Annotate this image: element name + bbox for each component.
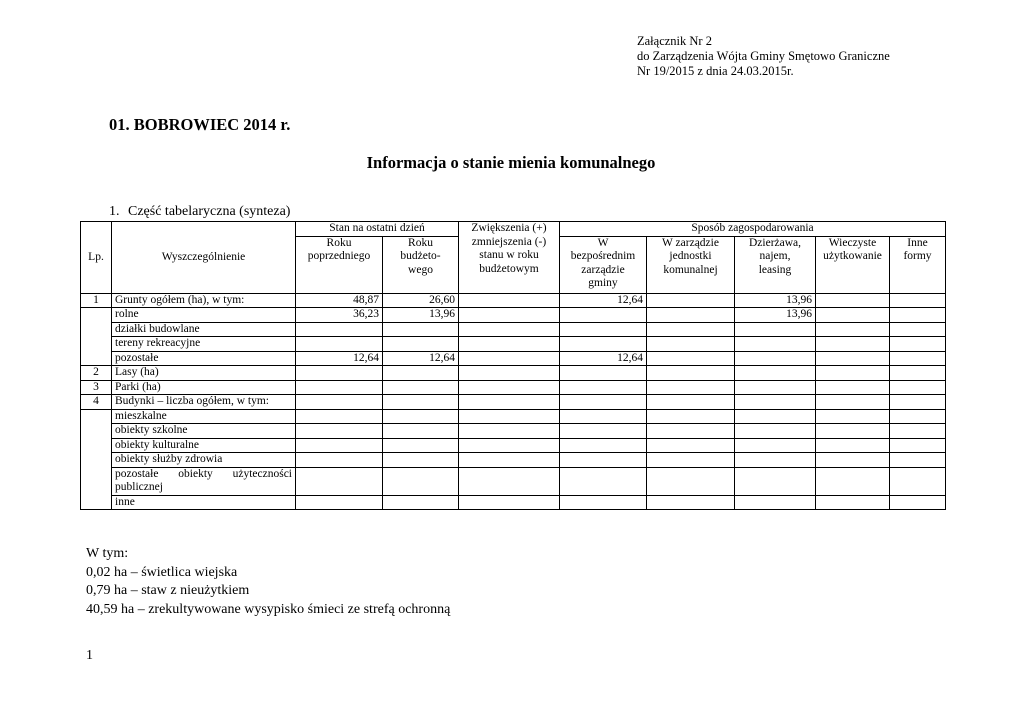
cell-prev-year: 48,87 bbox=[296, 293, 383, 308]
cell-other bbox=[890, 293, 946, 308]
cell-prev-year bbox=[296, 453, 383, 468]
notes-item: 40,59 ha – zrekultywowane wysypisko śmieci ze strefą ochronną bbox=[86, 601, 451, 617]
cell-item: pozostałe bbox=[112, 351, 296, 366]
page-number: 1 bbox=[86, 648, 93, 663]
table-header-row bbox=[81, 222, 946, 237]
cell-perpetual bbox=[816, 337, 890, 352]
cell-changes bbox=[459, 424, 560, 439]
cell-lease: 13,96 bbox=[735, 293, 816, 308]
cell-budget-year: 12,64 bbox=[383, 351, 459, 366]
cell-changes bbox=[459, 308, 560, 323]
cell-changes bbox=[459, 380, 560, 395]
subheading-text: Informacja o stanie mienia komunalnego bbox=[366, 153, 656, 172]
header-item: Wyszczególnienie bbox=[112, 222, 296, 294]
cell-other bbox=[890, 438, 946, 453]
table-row bbox=[81, 424, 946, 439]
cell-other bbox=[890, 495, 946, 510]
cell-prev-year bbox=[296, 467, 383, 495]
cell-item: Budynki – liczba ogółem, w tym: bbox=[112, 395, 296, 410]
annex-line: Nr 19/2015 z dnia 24.03.2015r. bbox=[637, 64, 794, 78]
cell-changes bbox=[459, 337, 560, 352]
cell-other bbox=[890, 395, 946, 410]
table-row bbox=[81, 495, 946, 510]
cell-units bbox=[647, 467, 735, 495]
cell-budget-year bbox=[383, 395, 459, 410]
cell-lease: 13,96 bbox=[735, 308, 816, 323]
table-row bbox=[81, 366, 946, 381]
cell-other bbox=[890, 366, 946, 381]
cell-prev-year bbox=[296, 380, 383, 395]
cell-direct bbox=[560, 453, 647, 468]
cell-perpetual bbox=[816, 453, 890, 468]
cell-perpetual bbox=[816, 395, 890, 410]
cell-item: Parki (ha) bbox=[112, 380, 296, 395]
cell-changes bbox=[459, 293, 560, 308]
cell-item: inne bbox=[112, 495, 296, 510]
cell-item: działki budowlane bbox=[112, 322, 296, 337]
cell-lease bbox=[735, 467, 816, 495]
table-row bbox=[81, 467, 946, 495]
cell-perpetual bbox=[816, 293, 890, 308]
cell-units bbox=[647, 453, 735, 468]
cell-direct bbox=[560, 424, 647, 439]
cell-lease bbox=[735, 438, 816, 453]
table-row bbox=[81, 380, 946, 395]
cell-budget-year bbox=[383, 424, 459, 439]
document-subheading bbox=[0, 153, 1024, 173]
cell-other bbox=[890, 453, 946, 468]
cell-units bbox=[647, 495, 735, 510]
cell-perpetual bbox=[816, 351, 890, 366]
header-units: W zarządzie jednostki komunalnej bbox=[647, 236, 735, 293]
cell-perpetual bbox=[816, 380, 890, 395]
cell-item: tereny rekreacyjne bbox=[112, 337, 296, 352]
header-state-group: Stan na ostatni dzień bbox=[296, 222, 459, 237]
cell-prev-year bbox=[296, 337, 383, 352]
cell-perpetual bbox=[816, 308, 890, 323]
cell-budget-year bbox=[383, 467, 459, 495]
cell-perpetual bbox=[816, 409, 890, 424]
cell-prev-year bbox=[296, 395, 383, 410]
table-row bbox=[81, 395, 946, 410]
cell-item: obiekty służby zdrowia bbox=[112, 453, 296, 468]
cell-budget-year bbox=[383, 380, 459, 395]
cell-units bbox=[647, 337, 735, 352]
cell-perpetual bbox=[816, 366, 890, 381]
cell-lease bbox=[735, 495, 816, 510]
cell-other bbox=[890, 380, 946, 395]
cell-item: Lasy (ha) bbox=[112, 366, 296, 381]
cell-lease bbox=[735, 453, 816, 468]
notes-item: 0,79 ha – staw z nieużytkiem bbox=[86, 583, 250, 598]
cell-changes bbox=[459, 495, 560, 510]
cell-units bbox=[647, 366, 735, 381]
cell-direct bbox=[560, 409, 647, 424]
cell-direct: 12,64 bbox=[560, 351, 647, 366]
section-number: 1. bbox=[109, 204, 120, 219]
cell-direct bbox=[560, 322, 647, 337]
section-label: Część tabelaryczna (synteza) bbox=[128, 204, 291, 219]
cell-other bbox=[890, 467, 946, 495]
cell-budget-year bbox=[383, 495, 459, 510]
cell-lp bbox=[81, 308, 112, 366]
table-row bbox=[81, 351, 946, 366]
cell-direct bbox=[560, 438, 647, 453]
cell-lease bbox=[735, 366, 816, 381]
property-table bbox=[80, 221, 946, 510]
cell-lp bbox=[81, 409, 112, 510]
cell-perpetual bbox=[816, 424, 890, 439]
cell-changes bbox=[459, 395, 560, 410]
cell-prev-year bbox=[296, 438, 383, 453]
cell-units bbox=[647, 351, 735, 366]
cell-direct bbox=[560, 467, 647, 495]
cell-budget-year bbox=[383, 438, 459, 453]
header-prev-year: Roku poprzedniego bbox=[296, 236, 383, 293]
cell-direct bbox=[560, 366, 647, 381]
cell-lp: 3 bbox=[81, 380, 112, 395]
cell-units bbox=[647, 395, 735, 410]
notes-item: 0,02 ha – świetlica wiejska bbox=[86, 564, 238, 580]
cell-perpetual bbox=[816, 438, 890, 453]
cell-budget-year bbox=[383, 322, 459, 337]
cell-units bbox=[647, 322, 735, 337]
table-row bbox=[81, 293, 946, 308]
cell-direct bbox=[560, 380, 647, 395]
header-other: Inne formy bbox=[890, 236, 946, 293]
cell-other bbox=[890, 424, 946, 439]
cell-perpetual bbox=[816, 322, 890, 337]
table-row bbox=[81, 308, 946, 323]
cell-prev-year: 36,23 bbox=[296, 308, 383, 323]
cell-other bbox=[890, 337, 946, 352]
cell-item: obiekty kulturalne bbox=[112, 438, 296, 453]
cell-item: Grunty ogółem (ha), w tym: bbox=[112, 293, 296, 308]
header-lp: Lp. bbox=[81, 222, 112, 294]
cell-units bbox=[647, 424, 735, 439]
cell-item: obiekty szkolne bbox=[112, 424, 296, 439]
cell-lease bbox=[735, 395, 816, 410]
table-row bbox=[81, 453, 946, 468]
header-usage-group: Sposób zagospodarowania bbox=[560, 222, 946, 237]
cell-other bbox=[890, 409, 946, 424]
cell-budget-year bbox=[383, 409, 459, 424]
annex-line: Załącznik Nr 2 bbox=[637, 34, 712, 48]
cell-lease bbox=[735, 409, 816, 424]
cell-perpetual bbox=[816, 467, 890, 495]
cell-lease bbox=[735, 424, 816, 439]
cell-budget-year bbox=[383, 337, 459, 352]
cell-prev-year bbox=[296, 409, 383, 424]
cell-changes bbox=[459, 366, 560, 381]
cell-prev-year bbox=[296, 322, 383, 337]
cell-changes bbox=[459, 467, 560, 495]
cell-lease bbox=[735, 380, 816, 395]
cell-direct: 12,64 bbox=[560, 293, 647, 308]
cell-direct bbox=[560, 395, 647, 410]
cell-changes bbox=[459, 351, 560, 366]
cell-lease bbox=[735, 351, 816, 366]
cell-changes bbox=[459, 453, 560, 468]
cell-item: pozostałe obiekty użyteczności publicznej bbox=[112, 467, 296, 495]
header-direct: W bezpośrednim zarządzie gminy bbox=[560, 236, 647, 293]
cell-budget-year: 13,96 bbox=[383, 308, 459, 323]
notes-intro: W tym: bbox=[86, 546, 129, 561]
cell-changes bbox=[459, 438, 560, 453]
cell-changes bbox=[459, 322, 560, 337]
table-row bbox=[81, 322, 946, 337]
header-changes: Zwiększenia (+) zmniejszenia (-) stanu w roku budżetowym bbox=[459, 222, 560, 294]
cell-budget-year bbox=[383, 366, 459, 381]
cell-direct bbox=[560, 337, 647, 352]
cell-prev-year bbox=[296, 424, 383, 439]
cell-other bbox=[890, 308, 946, 323]
cell-prev-year bbox=[296, 495, 383, 510]
annex-line: do Zarządzenia Wójta Gminy Smętowo Graniczne bbox=[637, 49, 890, 63]
annex-note bbox=[637, 34, 890, 79]
cell-units bbox=[647, 308, 735, 323]
cell-units bbox=[647, 293, 735, 308]
cell-lease bbox=[735, 337, 816, 352]
table-row bbox=[81, 337, 946, 352]
table-row bbox=[81, 438, 946, 453]
cell-lease bbox=[735, 322, 816, 337]
header-budget-year: Roku budżeto- wego bbox=[383, 236, 459, 293]
cell-changes bbox=[459, 409, 560, 424]
cell-lp: 1 bbox=[81, 293, 112, 308]
cell-budget-year bbox=[383, 453, 459, 468]
cell-item: mieszkalne bbox=[112, 409, 296, 424]
cell-direct bbox=[560, 308, 647, 323]
cell-prev-year: 12,64 bbox=[296, 351, 383, 366]
cell-units bbox=[647, 380, 735, 395]
cell-units bbox=[647, 409, 735, 424]
cell-direct bbox=[560, 495, 647, 510]
notes bbox=[86, 545, 450, 619]
header-lease: Dzierżawa, najem, leasing bbox=[735, 236, 816, 293]
cell-item: rolne bbox=[112, 308, 296, 323]
cell-other bbox=[890, 322, 946, 337]
header-perpetual: Wieczyste użytkowanie bbox=[816, 236, 890, 293]
cell-perpetual bbox=[816, 495, 890, 510]
document-heading: 01. BOBROWIEC 2014 r. bbox=[109, 115, 291, 134]
cell-lp: 4 bbox=[81, 395, 112, 410]
cell-units bbox=[647, 438, 735, 453]
cell-lp: 2 bbox=[81, 366, 112, 381]
cell-budget-year: 26,60 bbox=[383, 293, 459, 308]
section-title bbox=[109, 204, 290, 220]
cell-prev-year bbox=[296, 366, 383, 381]
cell-other bbox=[890, 351, 946, 366]
table-row bbox=[81, 409, 946, 424]
